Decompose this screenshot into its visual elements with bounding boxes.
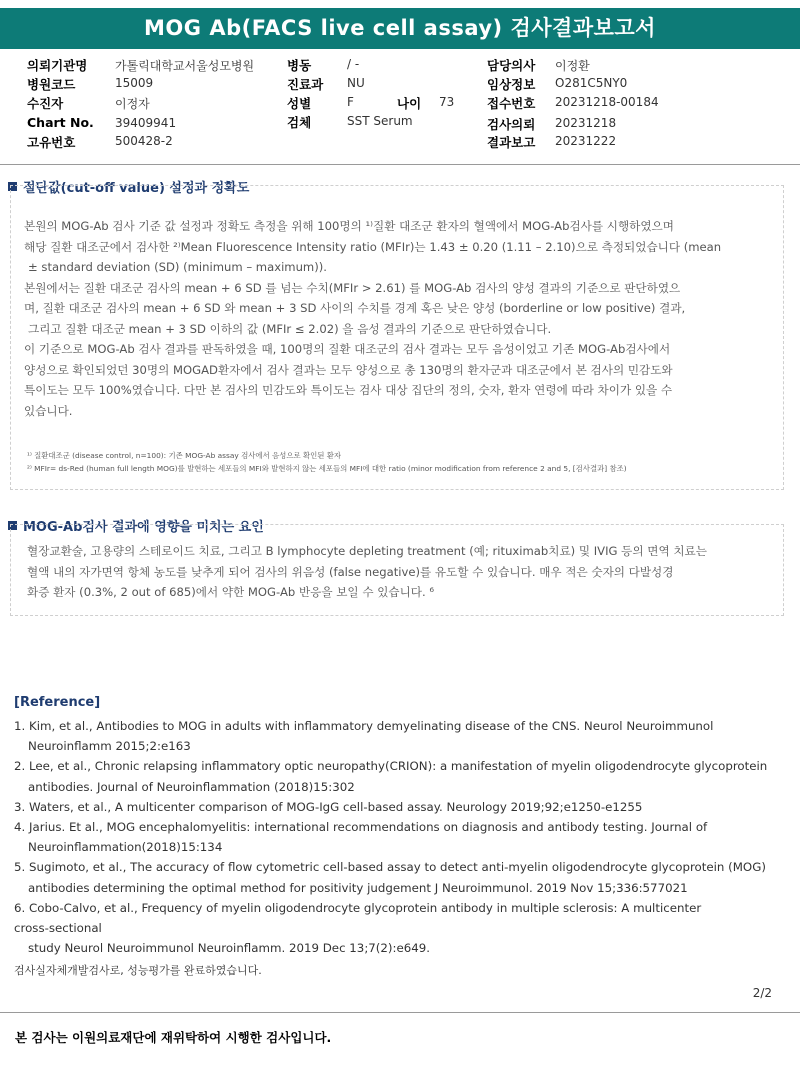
reference-line: cross-sectional [14,921,102,936]
reference-line: 2. Lee, et al., Chronic relapsing inflammatory optic neuropathy(CRION): a manifestation of myelin oligodendrocyte glycoprotein [14,759,768,774]
section-cutoff-body [24,216,774,421]
value-specimen: SST Serum [347,114,413,128]
reference-line: study Neurol Neuroimmunol Neuroinflamm. 2019 Dec 13;7(2):e649. [28,941,431,956]
label-hospital-code: 병원코드 [27,77,76,92]
value-ward: / - [347,57,360,71]
footnote: ²⁾ MFIr= ds-Red (human full length MOG)를 발현하는 세포들의 MFI와 발현하지 않는 세포들의 MFI에 대한 ratio (minor modification from reference 2 and 5, [검사결과] 참조) [27,464,627,473]
value-clinical-info: O281C5NY0 [555,76,628,90]
references-list [14,716,784,958]
cutoff-line: 이 기준으로 MOG-Ab 검사 결과를 판독하였을 때, 100명의 질환 대조군의 검사 결과는 모두 음성이었고 기존 MOG-Ab검사에서 [24,342,671,356]
reference-line: antibodies determining the optimal method for positivity judgement J Neuroimmunol. 2019 Nov 15;336:577021 [28,880,688,895]
reference-line: 6. Cobo-Calvo, et al., Frequency of myelin oligodendrocyte glycoprotein antibody in multiple sclerosis: A multicenter [14,900,702,915]
label-sex: 성별 [287,96,312,111]
footnote: ¹⁾ 질환대조군 (disease control, n=100): 기존 MOG-Ab assay 검사에서 음성으로 확인된 환자 [27,451,341,460]
label-unique-id: 고유번호 [27,135,76,150]
value-hospital-code: 15009 [115,76,154,90]
value-chart-no: 39409941 [115,116,177,130]
page-number: 2/2 [752,986,772,1000]
cutoff-line: 본원에서는 질환 대조군 검사의 mean + 6 SD 를 넘는 수치(MFIr > 2.61) 를 MOG-Ab 검사의 양성 결과의 기준으로 판단하였으 [24,280,681,295]
footer-divider [0,1012,800,1013]
label-department: 진료과 [287,77,324,92]
report-title: MOG Ab(FACS live cell assay) 검사결과보고서 [0,8,800,49]
value-institution: 가톨릭대학교서울성모병원 [115,59,255,73]
section-cutoff-footnotes [27,449,787,475]
cutoff-line: 양성으로 확인되었던 30명의 MOGAD환자에서 검사 결과는 모두 양성으로 총 130명의 환자군과 대조군에서 본 검사의 민감도와 [24,362,673,377]
cutoff-line: 그리고 질환 대조군 mean + 3 SD 이하의 값 (MFIr ≤ 2.02) 을 음성 결과의 기준으로 판단하였습니다. [28,321,552,336]
factors-line: 혈액 내의 자가면역 항체 농도를 낮추게 되어 검사의 위음성 (false negative)를 유도할 수 있습니다. 매우 적은 숫자의 다발성경 [27,564,674,579]
value-request-date: 20231218 [555,116,617,130]
section-cutoff-title: 절단값(cut-off value) 설정과 정확도 [23,181,250,196]
value-report-date: 20231222 [555,134,617,148]
label-patient: 수진자 [27,96,64,111]
patient-info [0,56,800,152]
reference-line: 3. Waters, et al., A multicenter comparison of MOG-IgG cell-based assay. Neurology 2019;92;e1250-e1255 [14,799,643,814]
label-specimen: 검체 [287,115,312,130]
lab-developed-test-note: 검사실자체개발검사로, 성능평가를 완료하였습니다. [14,964,262,977]
label-doctor: 담당의사 [487,58,536,73]
label-institution: 의뢰기관명 [27,58,88,73]
cutoff-line: 해당 질환 대조군에서 검사한 ²⁾Mean Fluorescence Intensity ratio (MFIr)는 1.43 ± 0.20 (1.11 – 2.10)으로 측정되었습니다 (mean [24,239,722,254]
cutoff-line: 있습니다. [24,403,73,418]
value-unique-id: 500428-2 [115,134,173,148]
header-divider [0,164,800,165]
value-receipt-no: 20231218-00184 [555,95,659,109]
value-patient: 이정자 [115,97,150,111]
label-chart-no: Chart No. [27,115,94,130]
label-report-date: 결과보고 [487,135,536,150]
value-age: 73 [439,95,455,109]
factors-line: 혈장교환술, 고용량의 스테로이드 치료, 그리고 B lymphocyte depleting treatment (예; rituximab치료) 및 IVIG 등의 면역 치료는 [27,544,707,558]
reference-line: 5. Sugimoto, et al., The accuracy of flow cytometric cell-based assay to detect anti-myelin oligodendrocyte glycoprotein (MOG) [14,860,766,875]
reference-line: 1. Kim, et al., Antibodies to MOG in adults with inflammatory demyelinating disease of the CNS. Neurol Neuroimmunol [14,719,714,733]
reference-line: 4. Jarius. Et al., MOG encephalomyelitis: international recommendations on diagnosis and antibody testing. Journal of [14,820,708,835]
consignment-notice: 본 검사는 이원의료재단에 재위탁하여 시행한 검사입니다. [15,1030,332,1045]
factors-line: 화증 환자 (0.3%, 2 out of 685)에서 약한 MOG-Ab 반응을 보일 수 있습니다. ⁶ [27,585,435,599]
label-clinical-info: 임상정보 [487,77,536,92]
cutoff-line: ± standard deviation (SD) (minimum – maximum)). [28,260,327,274]
section-factors-body [27,541,777,603]
cutoff-line: 본원의 MOG-Ab 검사 기준 값 설정과 정확도 측정을 위해 100명의 ¹⁾질환 대조군 환자의 혈액에서 MOG-Ab검사를 시행하였으며 [24,219,674,233]
reference-line: Neuroinflamm 2015;2:e163 [28,739,191,754]
label-age: 나이 [397,96,422,111]
value-doctor: 이정환 [555,59,590,73]
references-title: [Reference] [14,695,101,710]
label-request-date: 검사의뢰 [487,117,536,132]
label-ward: 병동 [287,58,312,73]
cutoff-line: 특이도는 모두 100%였습니다. 다만 본 검사의 민감도와 특이도는 검사 대상 집단의 정의, 숫자, 환자 연령에 따라 차이가 있을 수 [24,383,673,397]
value-department: NU [347,76,365,90]
label-receipt-no: 접수번호 [487,96,536,111]
section-factors-title: MOG-Ab검사 결과에 영향을 미치는 요인 [23,520,264,535]
cutoff-line: 며, 질환 대조군 검사의 mean + 6 SD 와 mean + 3 SD 사이의 수치를 경계 혹은 낮은 양성 (borderline or low positive) 결과, [24,301,686,315]
reference-line: antibodies. Journal of Neuroinflammation (2018)15:302 [28,779,355,794]
reference-line: Neuroinflammation(2018)15:134 [28,840,223,855]
value-sex: F [347,95,354,109]
